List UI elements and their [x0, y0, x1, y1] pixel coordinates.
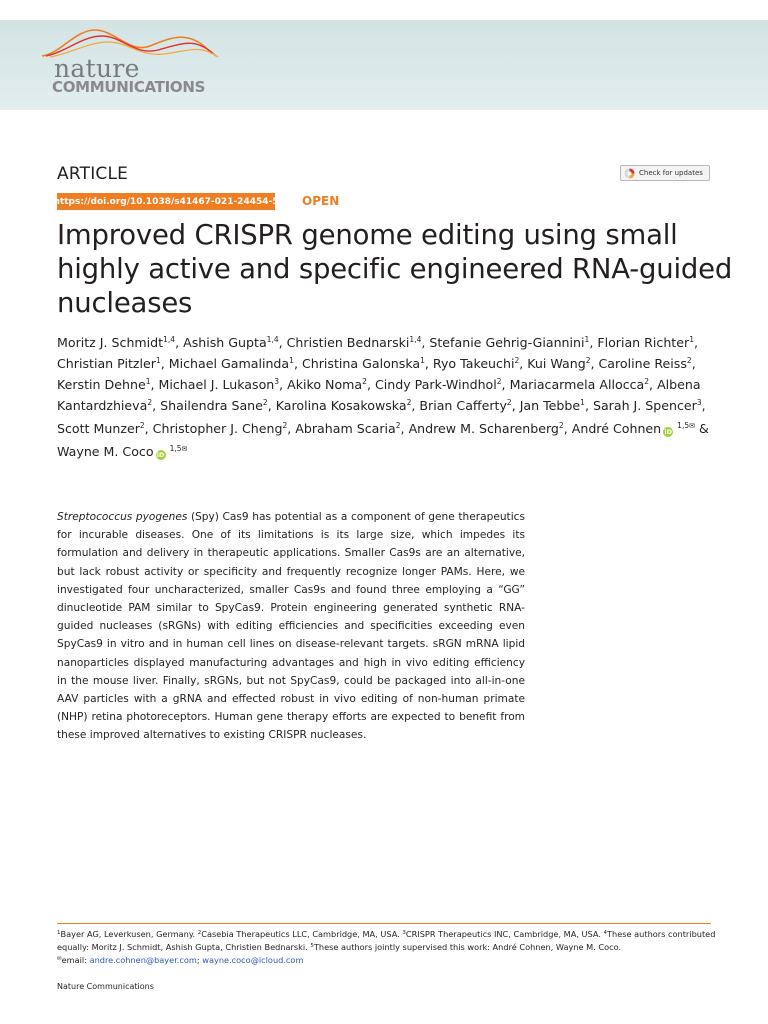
author-name[interactable]: Michael Gamalinda	[168, 356, 290, 371]
footnote-number: 2	[197, 930, 202, 936]
author-affiliation: 2	[282, 421, 288, 430]
author-name[interactable]: Christien Bednarski	[286, 335, 410, 350]
email-envelope-icon[interactable]: ✉	[181, 445, 188, 453]
author-affiliation: 1,4	[163, 335, 176, 344]
author-name[interactable]: Mariacarmela Allocca	[509, 377, 645, 392]
email-envelope-icon: ✉	[57, 956, 62, 962]
author-name[interactable]: Kui Wang	[527, 356, 586, 371]
footnote-number: 5	[310, 943, 314, 949]
check-for-updates-button[interactable]	[620, 165, 710, 181]
author-name[interactable]: Jan Tebbe	[519, 398, 581, 413]
author-name[interactable]: Albena Kantardzhieva	[57, 377, 701, 413]
check-for-updates-label: Check for updates	[639, 169, 703, 177]
footnote-number: 3	[402, 930, 406, 936]
footnote-text: These authors contributed equally: Moritz J. Schmidt, Ashish Gupta, Christien Bednarski.	[57, 929, 716, 952]
author-affiliation: 1	[580, 398, 585, 407]
footnote-text: Bayer AG, Leverkusen, Germany.	[60, 929, 198, 939]
author-affiliation: 2	[496, 377, 502, 386]
author-affiliation: 1	[289, 356, 294, 365]
author-affiliation: 1	[584, 335, 590, 344]
abstract	[57, 508, 525, 745]
author-name[interactable]: Ashish Gupta	[183, 335, 267, 350]
author-name[interactable]: Michael J. Lukason	[158, 377, 275, 392]
author-affiliation: 2	[558, 421, 564, 430]
author-name[interactable]: Akiko Noma	[287, 377, 363, 392]
author-affiliation: 2	[362, 377, 367, 386]
author-affiliation: 2	[514, 356, 520, 365]
author-affiliation: 1,5	[677, 421, 690, 430]
author-name[interactable]: Andrew M. Scharenberg	[408, 421, 559, 436]
author-name[interactable]: Christina Galonska	[301, 356, 421, 371]
email-link[interactable]: andre.cohnen@bayer.com	[89, 955, 197, 965]
author-name[interactable]: Christopher J. Cheng	[152, 421, 283, 436]
author-affiliation: 2	[139, 421, 145, 430]
author-name[interactable]: André Cohnen	[571, 421, 662, 436]
email-envelope-icon[interactable]: ✉	[689, 422, 695, 430]
doi-link[interactable]: https://doi.org/10.1038/s41467-021-24454-5	[57, 193, 275, 210]
author-name[interactable]: Shailendra Sane	[160, 398, 263, 413]
author-name[interactable]: Caroline Reiss	[598, 356, 687, 371]
author-affiliation: 3	[274, 377, 280, 386]
author-affiliation: 2	[686, 356, 692, 365]
article-type-label: ARTICLE	[57, 164, 129, 184]
footnote-text: These authors jointly supervised this work: André Cohnen, Wayne M. Coco.	[313, 942, 622, 952]
author-affiliation: 2	[395, 421, 401, 430]
abstract-species: Streptococcus pyogenes	[57, 511, 188, 523]
author-name[interactable]: Ryo Takeuchi	[432, 356, 515, 371]
email-label: email:	[61, 955, 90, 965]
author-affiliation: 2	[262, 398, 268, 407]
author-affiliation: 2	[585, 356, 591, 365]
email-link[interactable]: wayne.coco@icloud.com	[202, 955, 304, 965]
author-name[interactable]: Sarah J. Spencer	[592, 398, 697, 413]
author-name[interactable]: Christian Pitzler	[57, 356, 156, 371]
author-affiliation: 1,5	[169, 444, 182, 453]
journal-banner	[0, 20, 768, 110]
author-affiliation: 3	[696, 398, 702, 407]
author-name[interactable]: Cindy Park-Windhol	[374, 377, 497, 392]
check-updates-icon	[624, 168, 635, 179]
author-name[interactable]: Florian Richter	[597, 335, 690, 350]
footnote-text: Casebia Therapeutics LLC, Cambridge, MA, USA.	[201, 929, 403, 939]
author-affiliation: 1	[420, 356, 425, 365]
author-affiliation: 2	[506, 398, 512, 407]
footnote-text: CRISPR Therapeutics INC, Cambridge, MA, USA.	[405, 929, 604, 939]
logo-nature-text: nature	[54, 54, 140, 83]
author-affiliation: 2	[406, 398, 412, 407]
orcid-icon[interactable]: iD	[156, 451, 165, 459]
orcid-icon[interactable]: iD	[664, 428, 672, 436]
author-affiliation: 2	[147, 398, 153, 407]
logo-communications-text: COMMUNICATIONS	[52, 78, 206, 96]
author-name[interactable]: Abraham Scaria	[295, 421, 396, 436]
open-access-label: OPEN	[302, 194, 340, 208]
author-affiliation: 1,4	[266, 335, 279, 344]
abstract-body: (Spy) Cas9 has potential as a component of gene therapeutics for incurable diseases. One of its limitations is its large size, which impedes its formulation and delivery in therapeutic applications. Smaller Cas9s are an alternative, but lack robust activity or specificity and frequently recognize longer PAMs. Here, we investigated four uncharacterized, smaller Cas9s and found three employing a “GG” dinucleotide PAM similar to SpyCas9. Protein engineering generated synthetic RNA-guided nucleases (sRGNs) with editing efficiencies and specificities exceeding even SpyCas9 in vitro and in human cell lines on disease-relevant targets. sRGN mRNA lipid nanoparticles displayed manufacturing advantages and high in vivo editing efficiency in the mouse liver. Finally, sRGNs, but not SpyCas9, could be packaged into all-in-one AAV particles with a gRNA and effected robust in vivo editing of non-human primate (NHP) retina photoreceptors. Human gene therapy efforts are expected to benefit from these improved alternatives to existing CRISPR nucleases.	[57, 511, 525, 742]
article-title: Improved CRISPR genome editing using small highly active and specific engineered RNA-guided nucleases	[57, 219, 733, 319]
author-list: Moritz J. Schmidt$^{1,4}$, Ashish Gupta$^{1,4}$, Christien Bednarski$^{1,4}$, Stefanie Gehrig-Giannini$^1$, Florian Richter$^1$, Christian Pitzler$^1$, Michael Gamalinda$^1$, Christina Galonska$^1$, Ryo Takeuchi$^2$, Kui Wang$^2$, Caroline Reiss$^2$, Kerstin Dehne$^1$, Michael J. Lukason$^3$, Akiko Noma$^2$, Cindy Park-Windhol$^2$, Mariacarmela Allocca$^2$, Albena Kantardzhieva$^2$, Shailendra Sane$^2$, Karolina Kosakowska$^2$, Brian Cafferty$^2$, Jan Tebbe$^1$, Sarah J. Spencer$^3$, Scott Munzer$^2$, Christopher J. Cheng$^2$, Abraham Scaria$^2$, Andrew M. Scharenberg$^2$, André Cohnen iD $^{1,5✉}$ & Wayne M. Coco iD $^{1,5✉}$	[57, 335, 709, 459]
author-name[interactable]: Moritz J. Schmidt	[57, 335, 164, 350]
footnote-number: 4	[603, 930, 608, 936]
author-name[interactable]: Wayne M. Coco	[57, 444, 154, 459]
footnote-divider	[57, 923, 711, 924]
footnote-number: 1	[57, 930, 61, 936]
author-name[interactable]: Kerstin Dehne	[57, 377, 146, 392]
author-affiliation: 1	[145, 377, 151, 386]
author-name[interactable]: Scott Munzer	[57, 421, 140, 436]
footnotes: $^1$Bayer AG, Leverkusen, Germany. $^2$Casebia Therapeutics LLC, Cambridge, MA, USA. $^3$CRISPR Therapeutics INC, Cambridge, MA, USA. $^4$These authors contributed equally: Moritz J. Schmidt, Ashish Gupta, Christien Bednarski. $^5$These authors jointly supervised this work: André Cohnen, Wayne M. Coco. ✉email: andre.cohnen@bayer.com; wayne.coco@icloud.com	[57, 929, 716, 965]
author-name[interactable]: Karolina Kosakowska	[275, 398, 407, 413]
author-name[interactable]: Brian Cafferty	[419, 398, 507, 413]
author-name[interactable]: Stefanie Gehrig-Giannini	[429, 335, 585, 350]
author-affiliation: 1	[155, 356, 161, 365]
author-affiliation: 1	[689, 335, 694, 344]
author-affiliation: 1,4	[409, 335, 422, 344]
journal-footer: Nature Communications	[57, 982, 154, 991]
author-affiliation: 2	[644, 377, 650, 386]
